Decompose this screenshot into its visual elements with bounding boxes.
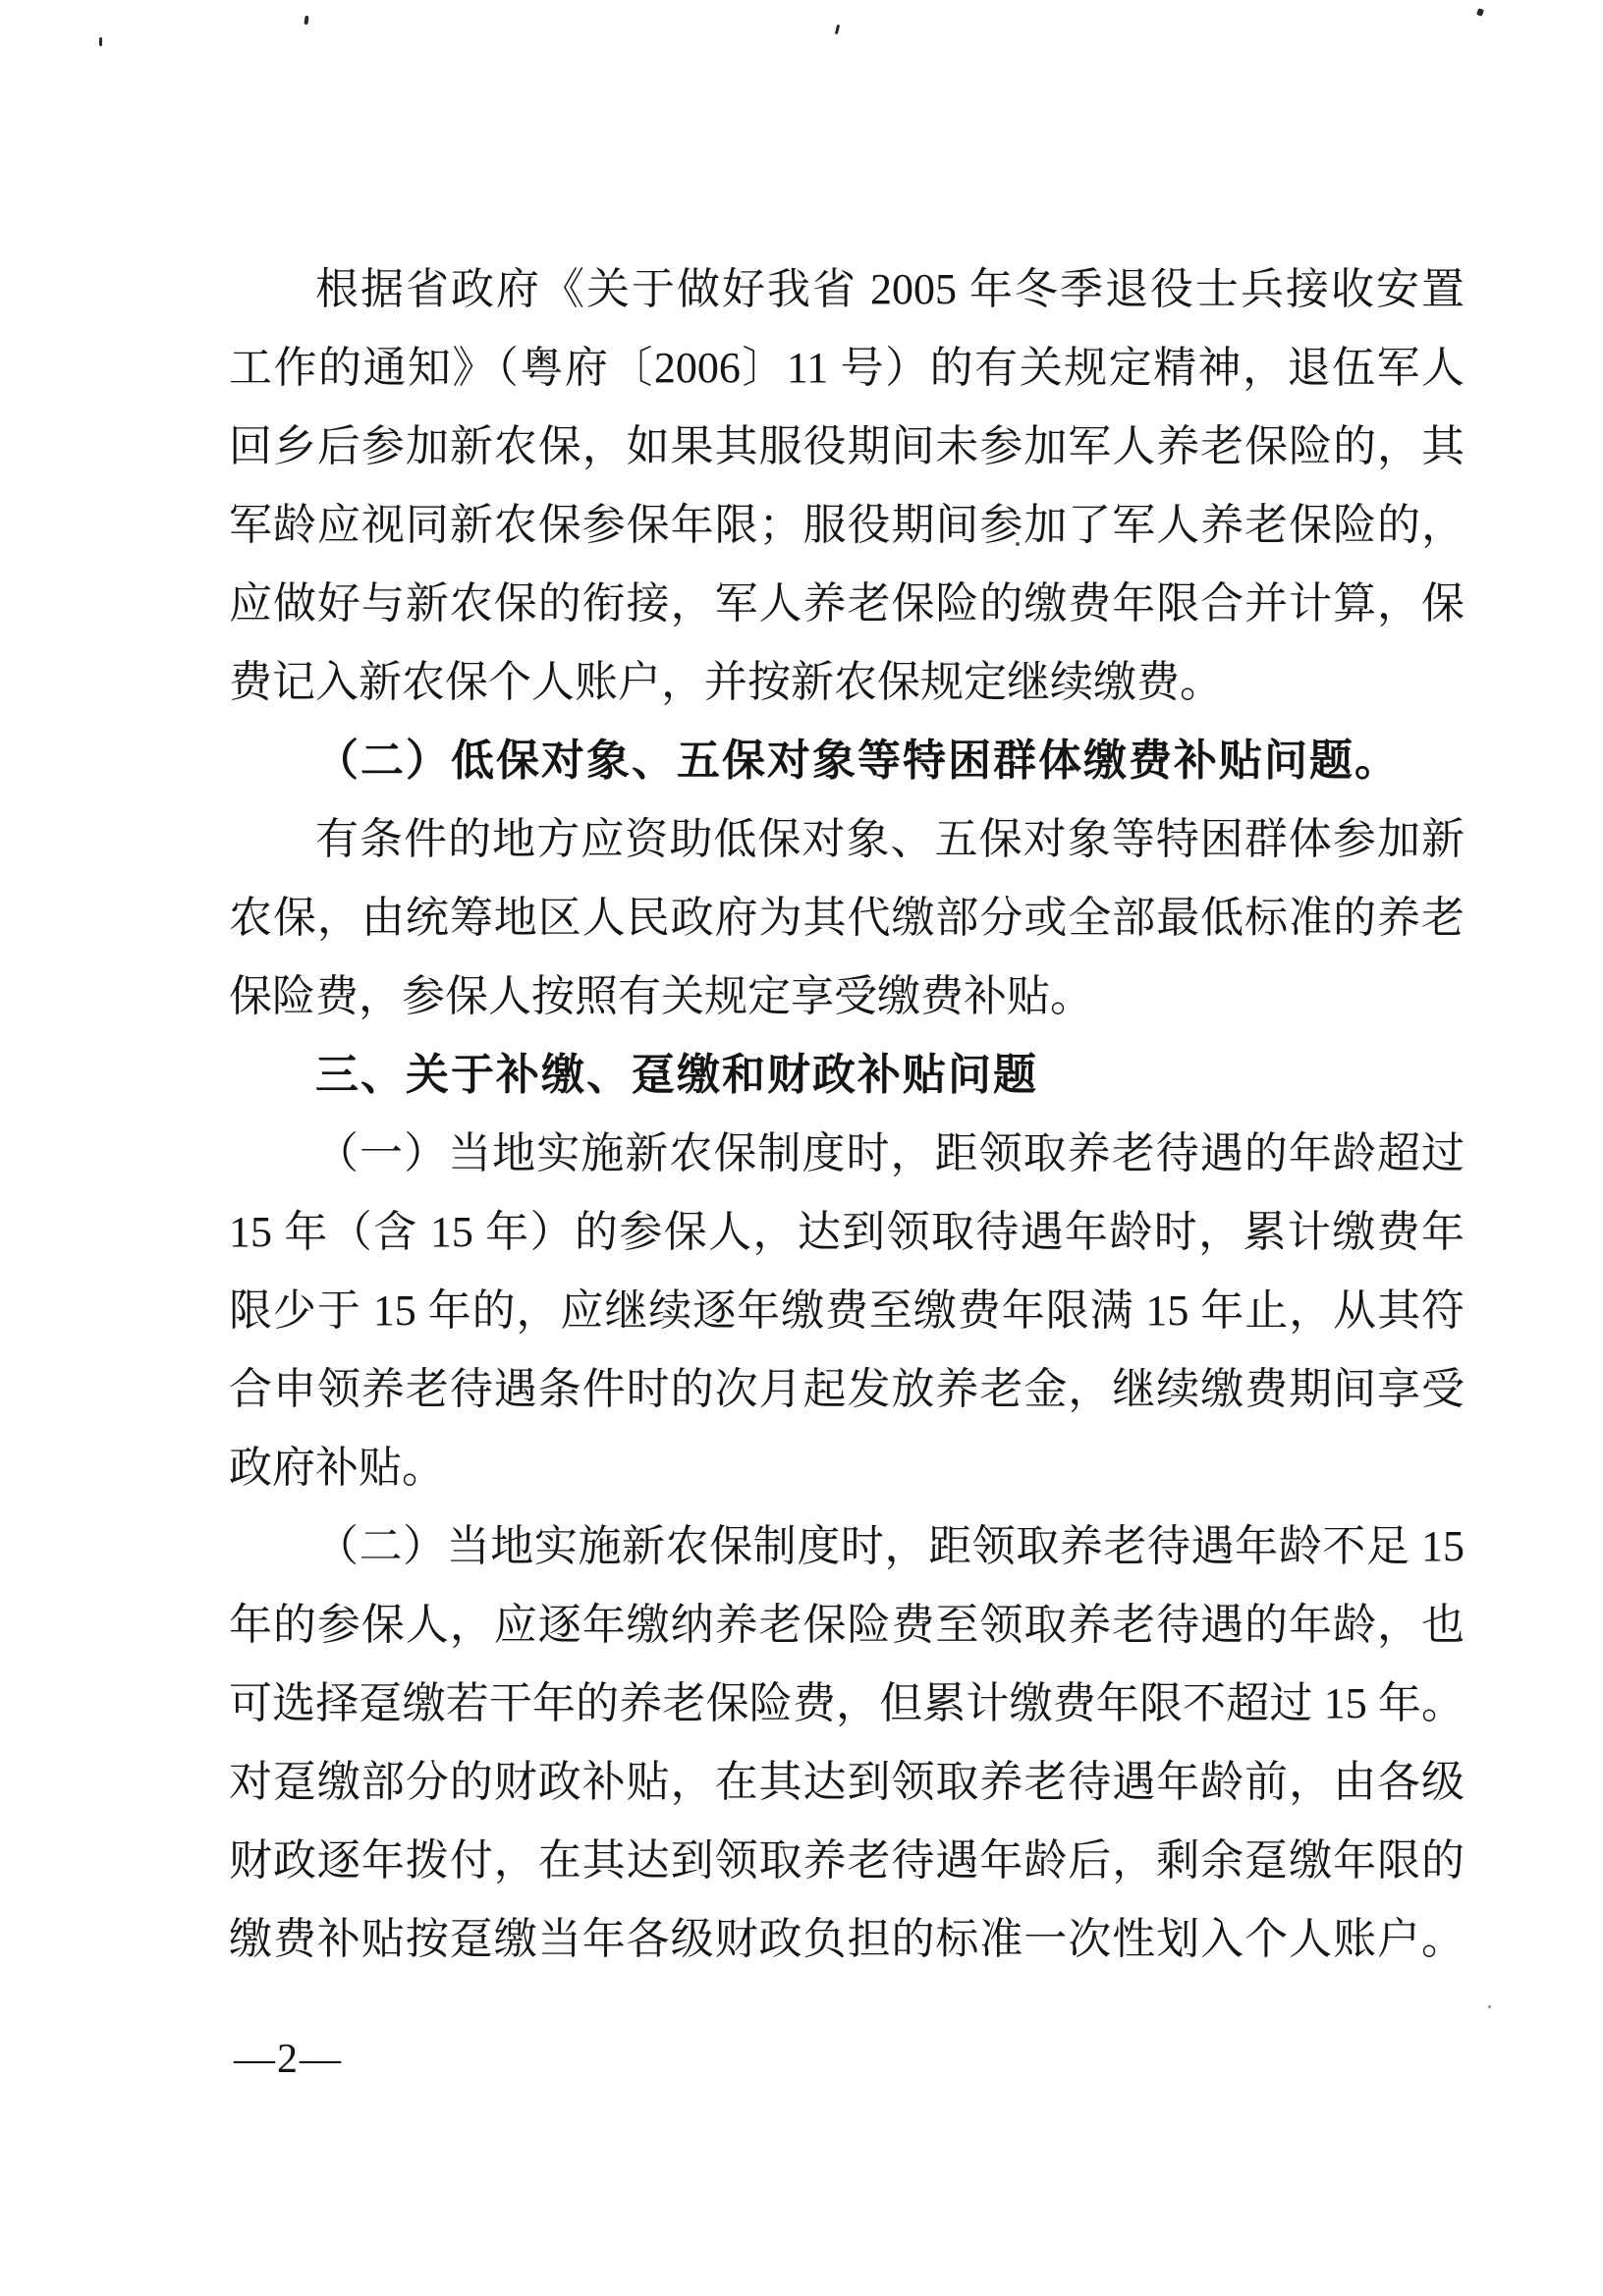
text-line: 限少于 15 年的，应继续逐年缴费至缴费年限满 15 年止，从其符	[229, 1286, 1465, 1335]
text-line: 回乡后参加新农保，如果其服役期间未参加军人养老保险的，其	[229, 422, 1465, 470]
text-line: 缴费补贴按趸缴当年各级财政负担的标准一次性划入个人账户。	[229, 1915, 1465, 1963]
text-line: （一）当地实施新农保制度时，距领取养老待遇的年龄超过	[315, 1129, 1465, 1177]
scan-speck	[99, 37, 102, 46]
text-line: 军龄应视同新农保参保年限；服役期间参加了军人养老保险的，	[229, 501, 1465, 549]
text-line: 费记入新农保个人账户，并按新农保规定继续缴费。	[229, 658, 1223, 706]
section-heading: 三、关于补缴、趸缴和财政补贴问题	[315, 1051, 1038, 1099]
page-number: —2—	[234, 2037, 343, 2082]
text-line: 可选择趸缴若干年的养老保险费，但累计缴费年限不超过 15 年。	[229, 1679, 1465, 1727]
text-line: （二）当地实施新农保制度时，距领取养老待遇年龄不足 15	[315, 1522, 1465, 1570]
scan-speck	[835, 25, 840, 34]
text-line: 工作的通知》（粤府〔2006〕11 号）的有关规定精神，退伍军人	[229, 344, 1465, 392]
text-line: 合申领养老待遇条件时的次月起发放养老金，继续缴费期间享受	[229, 1365, 1465, 1413]
text-line: 财政逐年拨付，在其达到领取养老待遇年龄后，剩余趸缴年限的	[229, 1836, 1465, 1885]
text-line: 15 年（含 15 年）的参保人，达到领取待遇年龄时，累计缴费年	[229, 1208, 1465, 1256]
text-line: 对趸缴部分的财政补贴，在其达到领取养老待遇年龄前，由各级	[229, 1758, 1465, 1806]
scan-speck	[1488, 2005, 1491, 2008]
text-line: 农保，由统筹地区人民政府为其代缴部分或全部最低标准的养老	[229, 894, 1465, 942]
text-line: 根据省政府《关于做好我省 2005 年冬季退役士兵接收安置	[315, 265, 1465, 313]
text-line: 有条件的地方应资助低保对象、五保对象等特困群体参加新	[315, 815, 1465, 863]
text-line: 政府补贴。	[229, 1444, 445, 1492]
text-line: 年的参保人，应逐年缴纳养老保险费至领取养老待遇的年龄，也	[229, 1601, 1465, 1649]
text-line: 应做好与新农保的衔接，军人养老保险的缴费年限合并计算，保	[229, 579, 1465, 628]
section-heading: （二）低保对象、五保对象等特困群体缴费补贴问题。	[315, 737, 1400, 785]
scan-speck	[1476, 8, 1484, 17]
text-line: 保险费，参保人按照有关规定享受缴费补贴。	[229, 972, 1093, 1020]
scan-speck	[304, 16, 308, 25]
